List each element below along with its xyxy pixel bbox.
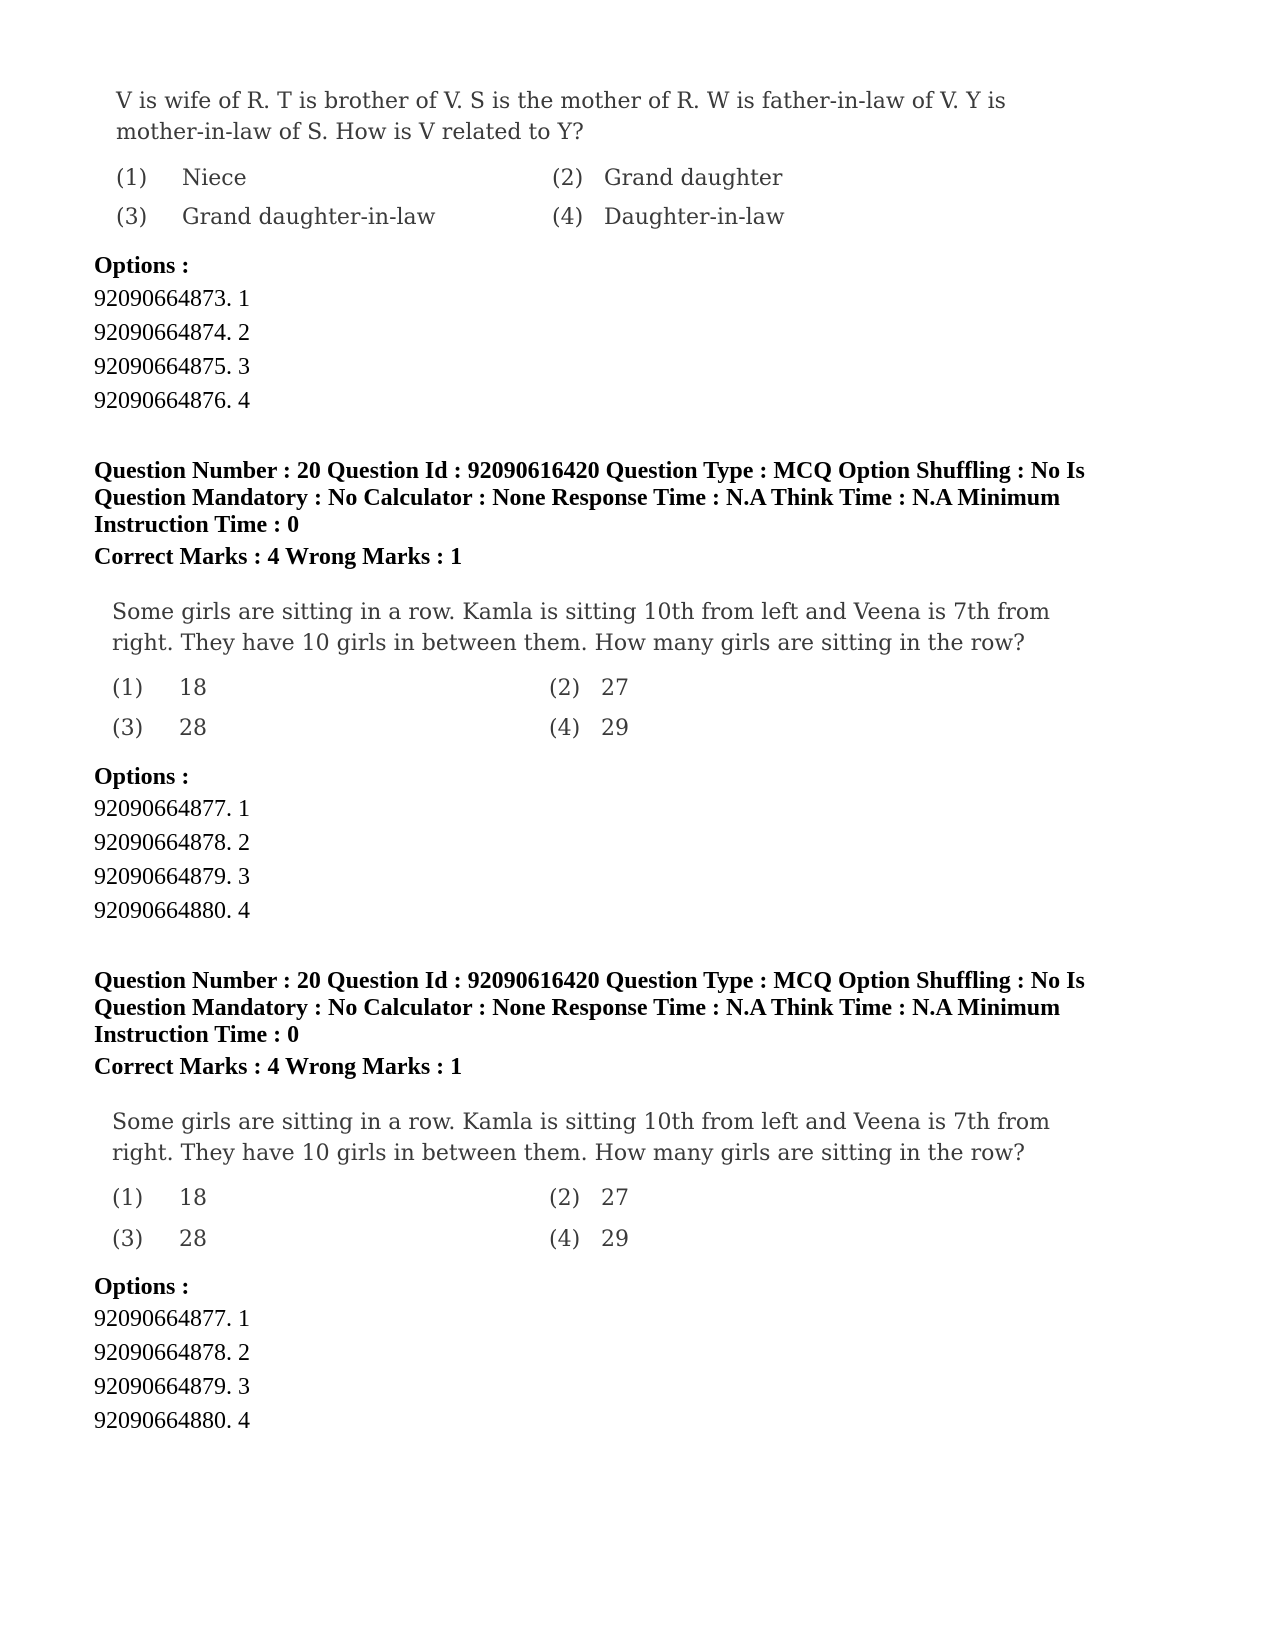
choice-text: 18 <box>179 676 207 701</box>
question-20-text <box>112 597 1050 659</box>
question-heading: Question Number : 20 Question Id : 92090616420 Question Type : MCQ Option Shuffling : No Is Question Mandatory : No Calculator : None Response Time : N.A Think Time : N.A Minimum Instruction Time : 0 <box>94 968 1085 1048</box>
choice-1 <box>112 676 207 701</box>
choice-label: (3) <box>116 205 148 230</box>
choice-label: (4) <box>549 716 581 741</box>
option-id: 92090664878. 2 <box>94 1340 250 1366</box>
option-id: 92090664874. 2 <box>94 320 250 346</box>
option-id: 92090664877. 1 <box>94 1306 250 1332</box>
marks-line: Correct Marks : 4 Wrong Marks : 1 <box>94 1054 463 1080</box>
choice-2 <box>552 166 783 191</box>
question-19-text <box>116 86 1006 148</box>
choice-text: 28 <box>179 1227 207 1252</box>
choice-label: (2) <box>549 676 581 701</box>
question-text-line: right. They have 10 girls in between them. How many girls are sitting in the row? <box>112 1141 1025 1166</box>
question-text-line: Some girls are sitting in a row. Kamla is sitting 10th from left and Veena is 7th from <box>112 600 1050 625</box>
choice-4 <box>549 716 629 741</box>
choice-4 <box>552 205 785 230</box>
choice-label: (1) <box>112 1186 144 1211</box>
choice-4 <box>549 1227 629 1252</box>
choice-text: Niece <box>182 166 247 191</box>
option-id: 92090664875. 3 <box>94 354 250 380</box>
option-id: 92090664879. 3 <box>94 864 250 890</box>
option-id: 92090664880. 4 <box>94 1408 250 1434</box>
choice-1 <box>112 1186 207 1211</box>
choice-text: 29 <box>601 1227 629 1252</box>
option-id: 92090664873. 1 <box>94 286 250 312</box>
choice-3 <box>112 716 207 741</box>
choice-label: (4) <box>552 205 584 230</box>
question-text-line: Some girls are sitting in a row. Kamla is sitting 10th from left and Veena is 7th from <box>112 1110 1050 1135</box>
option-id-list <box>94 282 250 418</box>
option-id-list <box>94 792 250 928</box>
choice-text: Grand daughter <box>604 166 783 191</box>
option-id: 92090664879. 3 <box>94 1374 250 1400</box>
option-id: 92090664880. 4 <box>94 898 250 924</box>
choice-text: 29 <box>601 716 629 741</box>
choice-label: (1) <box>112 676 144 701</box>
choice-text: 18 <box>179 1186 207 1211</box>
question-text-line: mother-in-law of S. How is V related to Y? <box>116 120 584 145</box>
choice-label: (2) <box>552 166 584 191</box>
choice-label: (3) <box>112 716 144 741</box>
choice-text: Grand daughter-in-law <box>182 205 436 230</box>
marks-line: Correct Marks : 4 Wrong Marks : 1 <box>94 544 463 570</box>
choice-label: (3) <box>112 1227 144 1252</box>
choice-1 <box>116 166 247 191</box>
choice-2 <box>549 676 629 701</box>
option-id-list <box>94 1302 250 1438</box>
choice-text: Daughter-in-law <box>604 205 785 230</box>
choice-text: 27 <box>601 1186 629 1211</box>
choice-label: (2) <box>549 1186 581 1211</box>
choice-text: 28 <box>179 716 207 741</box>
options-title: Options : <box>94 253 190 279</box>
choice-text: 27 <box>601 676 629 701</box>
question-heading: Question Number : 20 Question Id : 92090616420 Question Type : MCQ Option Shuffling : No Is Question Mandatory : No Calculator : None Response Time : N.A Think Time : N.A Minimum Instruction Time : 0 <box>94 458 1085 538</box>
question-text-line: V is wife of R. T is brother of V. S is the mother of R. W is father-in-law of V. Y is <box>116 89 1006 114</box>
choice-3 <box>116 205 436 230</box>
choice-label: (1) <box>116 166 148 191</box>
option-id: 92090664878. 2 <box>94 830 250 856</box>
choice-3 <box>112 1227 207 1252</box>
choice-label: (4) <box>549 1227 581 1252</box>
question-20-text <box>112 1107 1050 1169</box>
options-title: Options : <box>94 764 190 790</box>
question-text-line: right. They have 10 girls in between them. How many girls are sitting in the row? <box>112 631 1025 656</box>
option-id: 92090664876. 4 <box>94 388 250 414</box>
options-title: Options : <box>94 1274 190 1300</box>
option-id: 92090664877. 1 <box>94 796 250 822</box>
choice-2 <box>549 1186 629 1211</box>
